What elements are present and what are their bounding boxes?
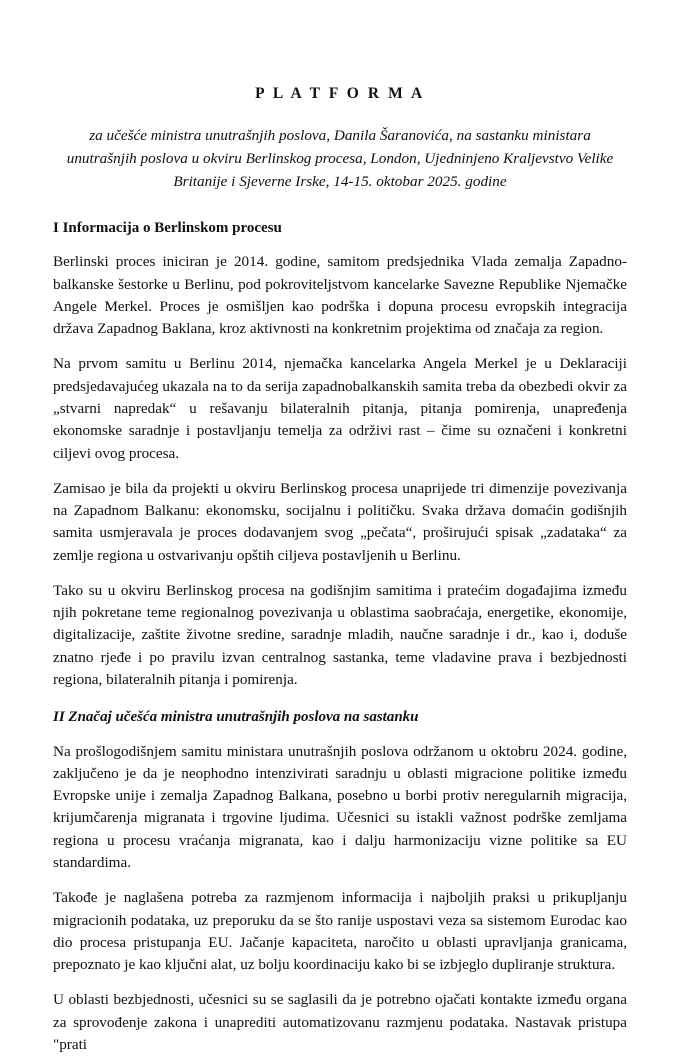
section-heading-i: I Informacija o Berlinskom procesu <box>53 219 282 236</box>
paragraph-s1-p2: Na prvom samitu u Berlinu 2014, njemačka kancelarka Angela Merkel je u Deklaraciji predsjedavajućeg ukazala na to da serija zapadnobalkanskih samita treba da obezbedi okvir za „stvarni napredak“ u rešavanju bilateralnih pitanja, pitanja pomirenja, unapređenja ekonomske saradnje i postavljanju temelja za održivi rast – čime su označeni i konkretni ciljevi ovog procesa. <box>53 355 627 462</box>
section-heading-ii: II Značaj učešća ministra unutrašnjih poslova na sastanku <box>53 709 419 726</box>
document-subtitle: za učešće ministra unutrašnjih poslova, Danila Šaranovića, na sastanku ministara unutrašnjih poslova u okviru Berlinskog procesa, London, Ujedninjeno Kraljevstvo Velike Britanije i Sjeverne Irske, 14-15. oktobar 2025. godine <box>66 126 614 190</box>
paragraph-s1-p4: Tako su u okviru Berlinskog procesa na godišnjim samitima i pratećim događajima između njih pokretane teme regionalnog povezivanja u oblastima saobraćaja, energetike, ekonomije, digitalizacije, zaštite životne sredine, saradnje mladih, naučne saradnje i dr., kao i, doduše znatno rjeđe i po pravilu izvan centralnog sastanka, teme vladavine prava i bezbjednosti regiona, bilateralnih pitanja i pomirenja. <box>53 581 627 688</box>
paragraph-s1-p1: Berlinski proces iniciran je 2014. godine, samitom predsjednika Vlada zemalja Zapadno-balkanske šestorke u Berlinu, pod pokroviteljstvom kancelarke Savezne Republike Njemačke Angele Merkel. Proces je osmišljen kao podrška i dopuna procesu evropskih integracija država Zapadnog Baklana, kroz aktivnosti na konkretnim projektima od značaja za region. <box>53 253 627 338</box>
page-title: P L A T F O R M A <box>255 85 425 102</box>
paragraph-s1-p3: Zamisao je bila da projekti u okviru Berlinskog procesa unaprijede tri dimenzije povezivanja na Zapadnom Balkanu: ekonomsku, socijalnu i političku. Svaka država domaćin godišnjih samita usmjeravala je proces dodavanjem svog „pečata“, proširujući spisak „zadataka“ za zemlje regiona u ostvarivanju opštih ciljeva postavljenih u Berlinu. <box>53 479 627 564</box>
paragraph-s2-p2: Takođe je naglašena potreba za razmjenom informacija i najboljih praksi u prikupljanju migracionih podataka, uz preporuku da se što ranije uspostavi veza sa sistemom Eurodac kao dio procesa pristupanja EU. Jačanje kapaciteta, naročito u oblasti upravljanja granicama, prepoznato je kao ključni alat, uz bolju koordinaciju kako bi se izbjeglo dupliranje struktura. <box>53 889 627 974</box>
paragraph-s2-p3: U oblasti bezbjednosti, učesnici su se saglasili da je potrebno ojačati kontakte između organa za sprovođenje zakona i unaprediti automatizovanu razmjenu podataka. Nastavak pristupa "prati <box>53 991 627 1053</box>
paragraph-s2-p1: Na prošlogodišnjem samitu ministara unutrašnjih poslova održanom u oktobru 2024. godine, zaključeno je da je neophodno intenzivirati saradnju u oblasti migracione politike između Evropske unije i zemalja Zapadnog Balkana, posebno u borbi protiv neregularnih migracija, krijumčarenja migranata i trgovine ljudima. Učesnici su istakli važnost podrške zemljama regiona u procesu vraćanja migranata, kao i dalju harmonizaciju vizne politike sa EU standardima. <box>53 742 627 871</box>
